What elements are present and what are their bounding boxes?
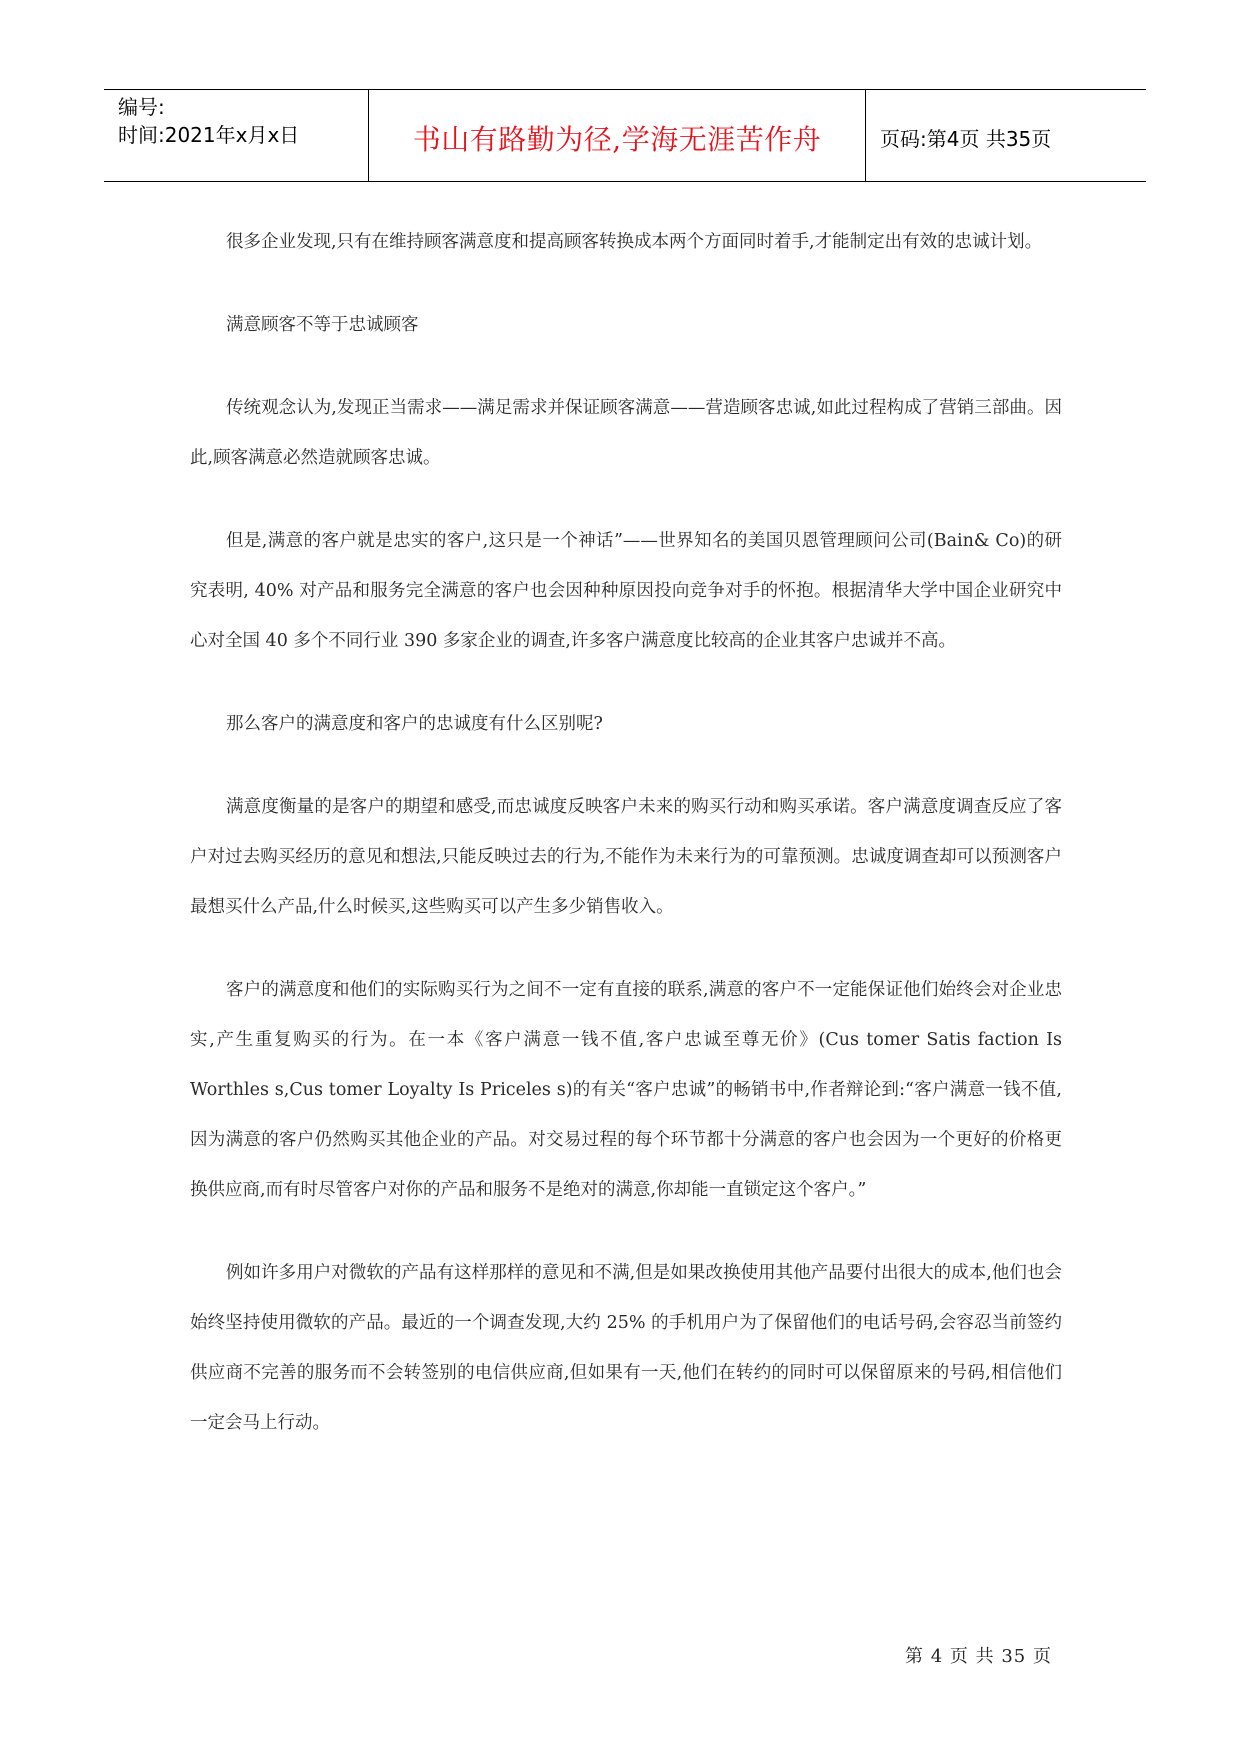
document-body xyxy=(190,217,1062,1481)
section-heading: 满意顾客不等于忠诚顾客 xyxy=(226,315,419,335)
page-header xyxy=(104,89,1146,182)
header-page-number: 页码:第4页 共35页 xyxy=(880,127,1052,151)
page-footer: 第 4 页 共 35 页 xyxy=(905,1646,1052,1667)
document-time-label: 时间:2021年x月x日 xyxy=(118,123,300,147)
paragraph: 满意度衡量的是客户的期望和感受,而忠诚度反映客户未来的购买行动和购买承诺。客户满意度调查反应了客户对过去购买经历的意见和想法,只能反映过去的行为,不能作为未来行为的可靠预测。忠诚度调查却可以预测客户最想买什么产品,什么时候买,这些购买可以产生多少销售收入。 xyxy=(190,797,1062,917)
document-number-label: 编号: xyxy=(118,95,165,119)
header-meta xyxy=(104,90,369,181)
paragraph: 例如许多用户对微软的产品有这样那样的意见和不满,但是如果改换使用其他产品要付出很大的成本,他们也会始终坚持使用微软的产品。最近的一个调查发现,大约 25% 的手机用户为了保留他们的电话号码,会容忍当前签约供应商不完善的服务而不会转签别的电信供应商,但如果有一天,他们在转约的同时可以保留原来的号码,相信他们一定会马上行动。 xyxy=(190,1263,1062,1433)
paragraph: 客户的满意度和他们的实际购买行为之间不一定有直接的联系,满意的客户不一定能保证他们始终会对企业忠实,产生重复购买的行为。在一本《客户满意一钱不值,客户忠诚至尊无价》(Cus tomer Satis faction Is Worthles s,Cus tomer Loyalty Is Priceles s)的有关“客户忠诚”的畅销书中,作者辩论到:“客户满意一钱不值,因为满意的客户仍然购买其他企业的产品。对交易过程的每个环节都十分满意的客户也会因为一个更好的价格更换供应商,而有时尽管客户对你的产品和服务不是绝对的满意,你却能一直锁定这个客户。” xyxy=(190,980,1062,1200)
question-line: 那么客户的满意度和客户的忠诚度有什么区别呢? xyxy=(226,714,603,734)
paragraph: 传统观念认为,发现正当需求——满足需求并保证顾客满意——营造顾客忠诚,如此过程构成了营销三部曲。因此,顾客满意必然造就顾客忠诚。 xyxy=(190,398,1062,468)
header-motto: 书山有路勤为径,学海无涯苦作舟 xyxy=(369,90,866,181)
paragraph: 很多企业发现,只有在维持顾客满意度和提高顾客转换成本两个方面同时着手,才能制定出有效的忠诚计划。 xyxy=(226,232,1043,252)
paragraph: 但是,满意的客户就是忠实的客户,这只是一个神话”——世界知名的美国贝恩管理顾问公司(Bain& Co)的研究表明, 40% 对产品和服务完全满意的客户也会因种种原因投向竞争对手的怀抱。根据清华大学中国企业研究中心对全国 40 多个不同行业 390 多家企业的调查,许多客户满意度比较高的企业其客户忠诚并不高。 xyxy=(190,531,1062,651)
